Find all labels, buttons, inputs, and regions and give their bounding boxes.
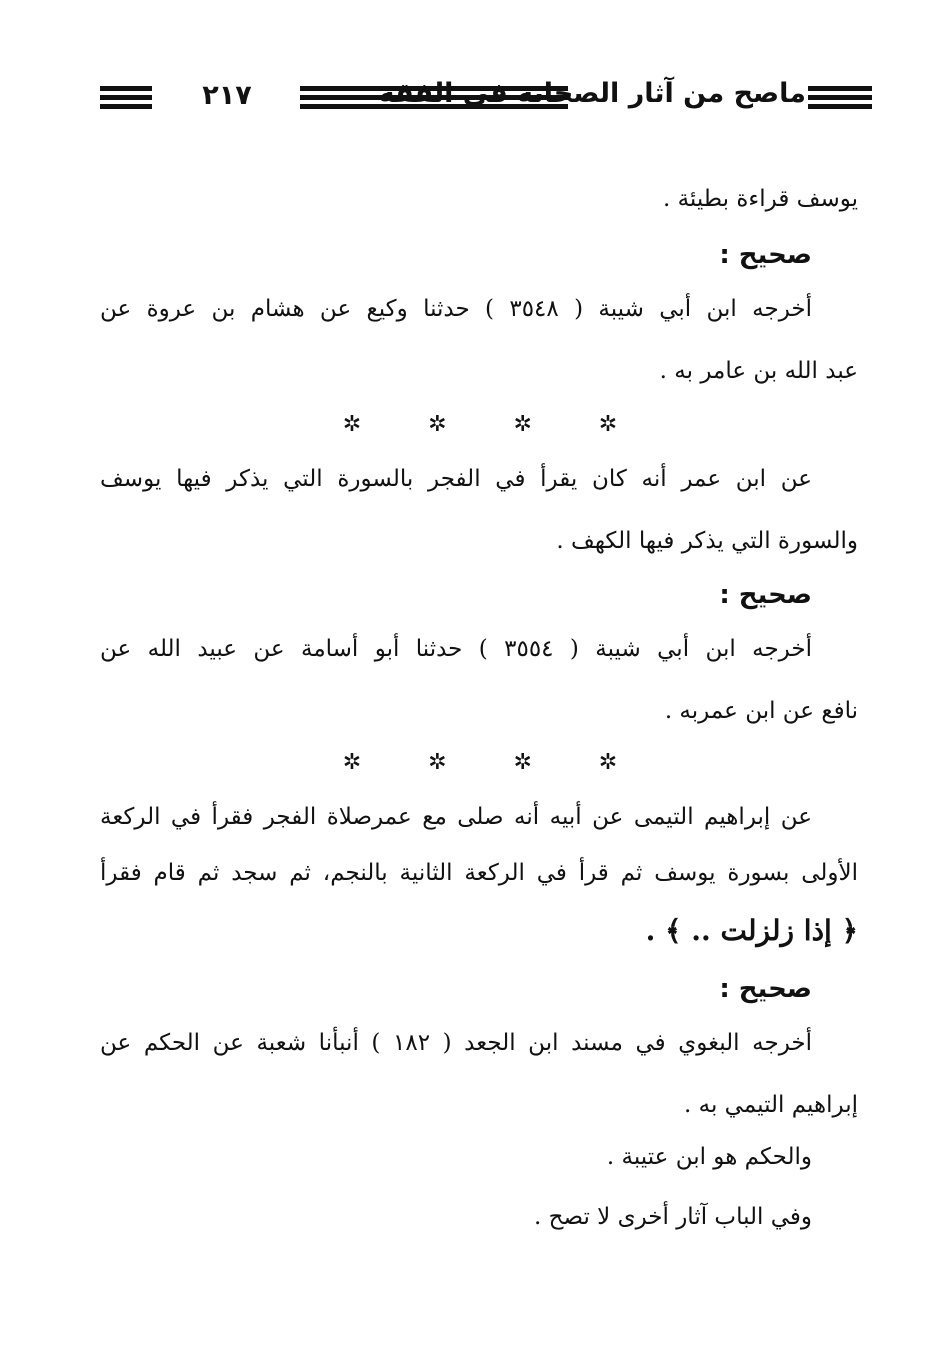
book-title: ماصح من آثار الصحابة في الفقه [378,78,806,109]
text-line: أخرجه البغوي في مسند ابن الجعد ( ١٨٢ ) أنبأنا شعبة عن الحكم عن [100,1030,812,1056]
text-line: عن إبراهيم التيمى عن أبيه أنه صلى مع عمرصلاة الفجر فقرأ في الركعة [100,804,812,830]
header-rule-right [808,86,872,113]
section-divider [340,412,620,437]
text-line: أخرجه ابن أبي شيبة ( ٣٥٤٨ ) حدثنا وكيع عن هشام بن عروة عن [100,296,812,322]
text-line: الأولى بسورة يوسف ثم قرأ في الركعة الثانية بالنجم، ثم سجد ثم قام فقرأ [100,860,858,886]
text-line: يوسف قراءة بطيئة . [662,186,858,212]
section-divider [340,750,620,775]
grading-heading: صحيح : [719,240,812,270]
quran-quote: ﴿ إذا زلزلت .. ﴾ . [645,914,858,947]
text-line: إبراهيم التيمي به . [684,1092,858,1118]
text-line: أخرجه ابن أبي شيبة ( ٣٥٥٤ ) حدثنا أبو أسامة عن عبيد الله عن [100,636,812,662]
text-line: والسورة التي يذكر فيها الكهف . [556,528,858,554]
text-line: وفي الباب آثار أخرى لا تصح . [534,1204,812,1230]
header-rule-left [100,86,152,113]
text-line: عبد الله بن عامر به . [659,358,858,384]
page-number: ٢١٧ [202,80,252,111]
star-ornament-icon: ✲ [513,412,532,437]
grading-heading: صحيح : [719,974,812,1004]
star-ornament-icon: ✲ [428,412,447,437]
star-ornament-icon: ✲ [513,750,532,775]
star-ornament-icon: ✲ [342,412,362,437]
star-ornament-icon: ✲ [598,412,618,437]
star-ornament-icon: ✲ [598,750,618,775]
star-ornament-icon: ✲ [428,750,447,775]
star-ornament-icon: ✲ [342,750,362,775]
text-line: نافع عن ابن عمربه . [664,698,858,724]
page-header [100,74,872,126]
text-line: والحكم هو ابن عتيبة . [606,1144,812,1170]
grading-heading: صحيح : [719,580,812,610]
text-line: عن ابن عمر أنه كان يقرأ في الفجر بالسورة التي يذكر فيها يوسف [100,466,812,492]
